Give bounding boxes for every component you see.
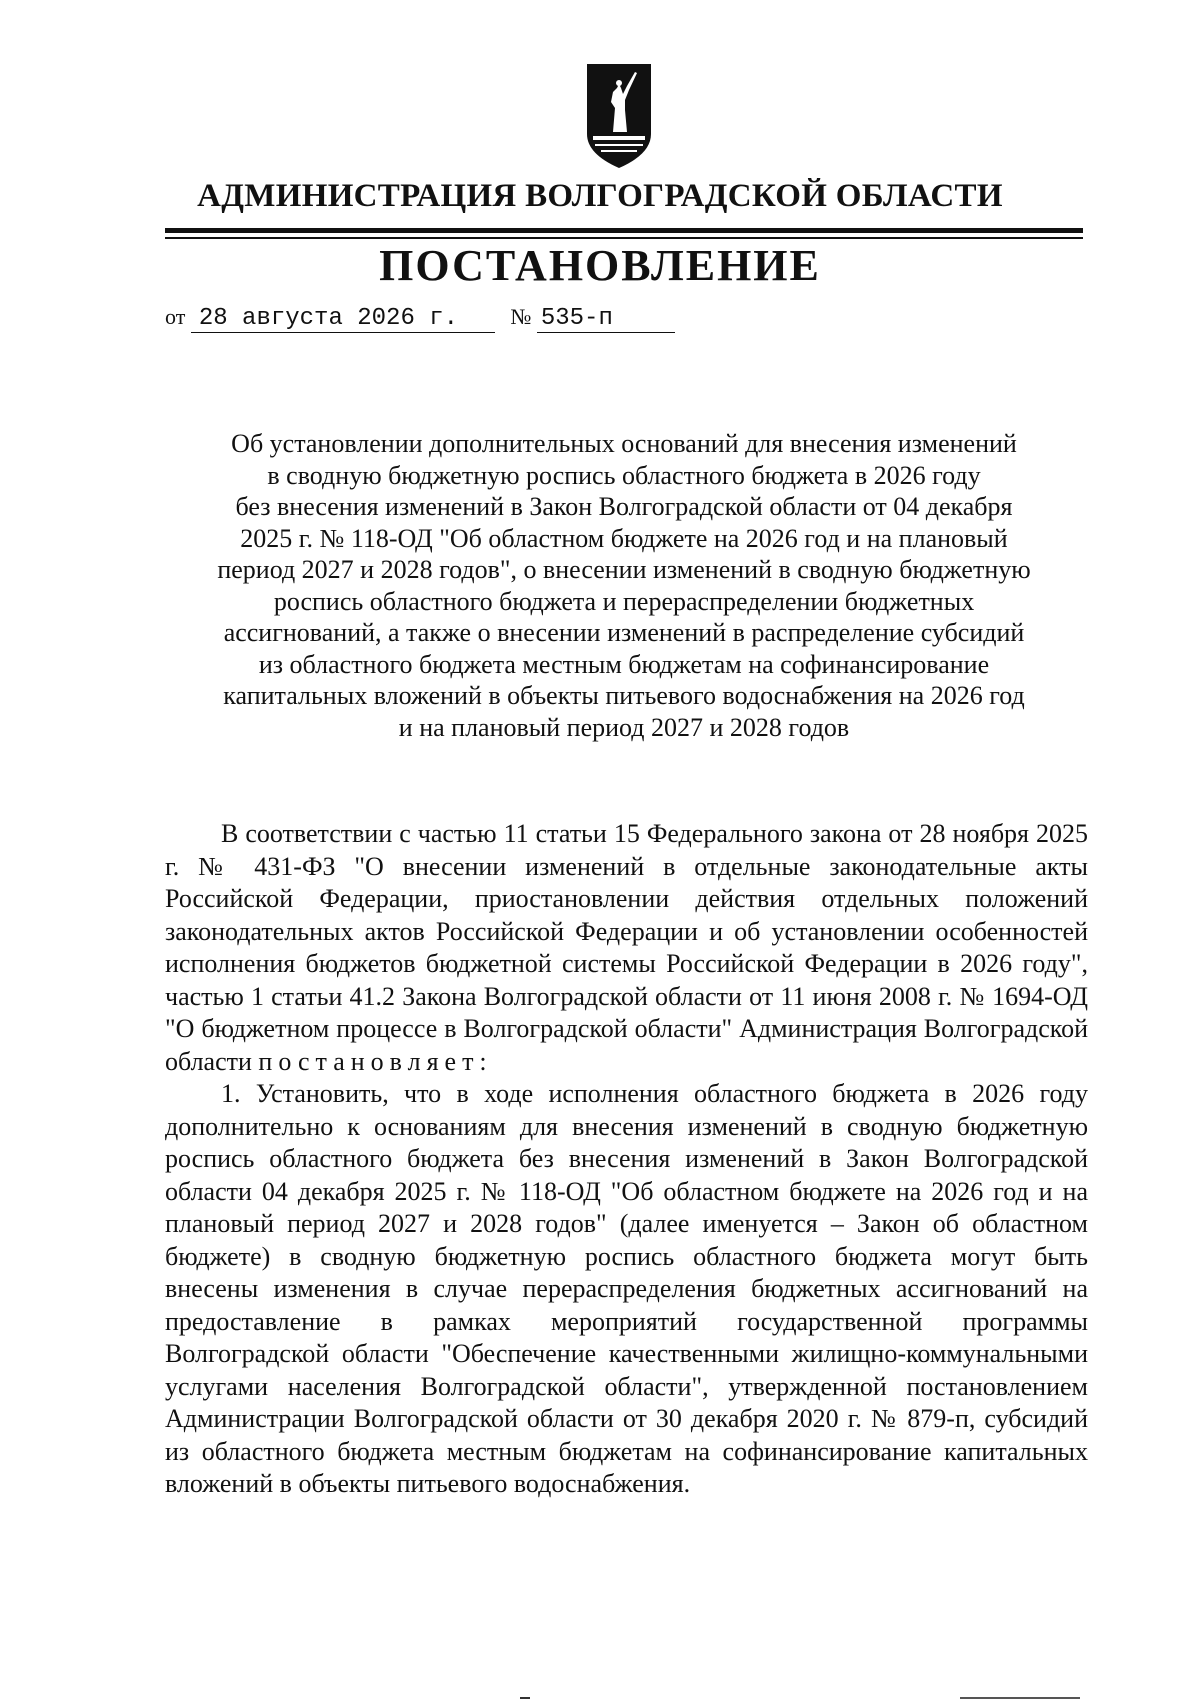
- title-line: капитальных вложений в объекты питьевого водоснабжения на 2026 год: [223, 681, 1025, 710]
- title-line: без внесения изменений в Закон Волгоградской области от 04 декабря: [235, 492, 1013, 521]
- page-edge-mark: [520, 1697, 530, 1699]
- date-prefix: от: [165, 304, 186, 329]
- number-prefix: №: [510, 304, 532, 329]
- title-line: из областного бюджета местным бюджетам на софинансирование: [258, 649, 990, 679]
- page-edge-mark: [960, 1697, 1080, 1699]
- preamble-text: В соответствии с частью 11 статьи 15 Федерального закона от 28 ноября 2025 г. № 431-ФЗ "О внесении изменений в отдельные законодательные акты Российской Федерации, приостановлении действия отдельных положений законодательных актов Российской Федерации и об установлении особенностей исполнения бюджетов бюджетной системы Российской Федерации в 2026 году", частью 1 статьи 41.2 Закона Волгоградской области от 11 июня 2008 г. № 1694-ОД "О бюджетном процессе в Волгоградской области" Администрация Волгоградской области: [165, 819, 1088, 1076]
- clause-1: 1. Установить, что в ходе исполнения областного бюджета в 2026 году дополнительно к основаниям для внесения изменений в сводную бюджетную роспись областного бюджета без внесения изменений в Закон Волгоградской области 04 декабря 2025 г. № 118-ОД "Об областном бюджете на 2026 год и на плановый период 2027 и 2028 годов" (далее именуется – Закон об областном бюджете) в сводную бюджетную роспись областного бюджета могут быть внесены изменения в случае перераспределения бюджетных ассигнований на предоставление в рамках мероприятий государственной программы Волгоградской области "Обеспечение качественными жилищно-коммунальными услугами населения Волгоградской области", утвержденной постановлением Администрации Волгоградской области от 30 декабря 2020 г. № 879-п, субсидий из областного бюджета местным бюджетам на софинансирование капитальных вложений в объекты питьевого водоснабжения.: [165, 1079, 1088, 1498]
- title-line: период 2027 и 2028 годов", о внесении изменений в сводную бюджетную: [217, 555, 1031, 584]
- date-number-line: [165, 304, 765, 334]
- preamble-paragraph: [165, 818, 1088, 1078]
- title-line: 2025 г. № 118-ОД "Об областном бюджете на 2026 год и на плановый: [240, 523, 1008, 553]
- title-line: Об установлении дополнительных оснований для внесения изменений: [231, 429, 1017, 458]
- document-title: [165, 428, 1083, 743]
- title-line: в сводную бюджетную роспись областного бюджета в 2026 году: [267, 460, 981, 490]
- title-line: и на плановый период 2027 и 2028 годов: [398, 712, 850, 742]
- document-number: 535-п: [537, 305, 675, 333]
- document-date: 28 августа 2026 г.: [191, 305, 495, 333]
- header-rule-thick: [165, 228, 1083, 233]
- header-rule-thin: [165, 237, 1083, 239]
- organization-name: АДМИНИСТРАЦИЯ ВОЛГОГРАДСКОЙ ОБЛАСТИ: [197, 178, 1003, 214]
- preamble-action: постановляет:: [258, 1046, 493, 1076]
- title-line: ассигнований, а также о внесении изменений в распределение субсидий: [223, 618, 1025, 647]
- title-line: роспись областного бюджета и перераспределении бюджетных: [273, 586, 975, 616]
- coat-of-arms-icon: [583, 62, 655, 170]
- document-type: ПОСТАНОВЛЕНИЕ: [379, 241, 821, 290]
- document-body: [165, 818, 1088, 1501]
